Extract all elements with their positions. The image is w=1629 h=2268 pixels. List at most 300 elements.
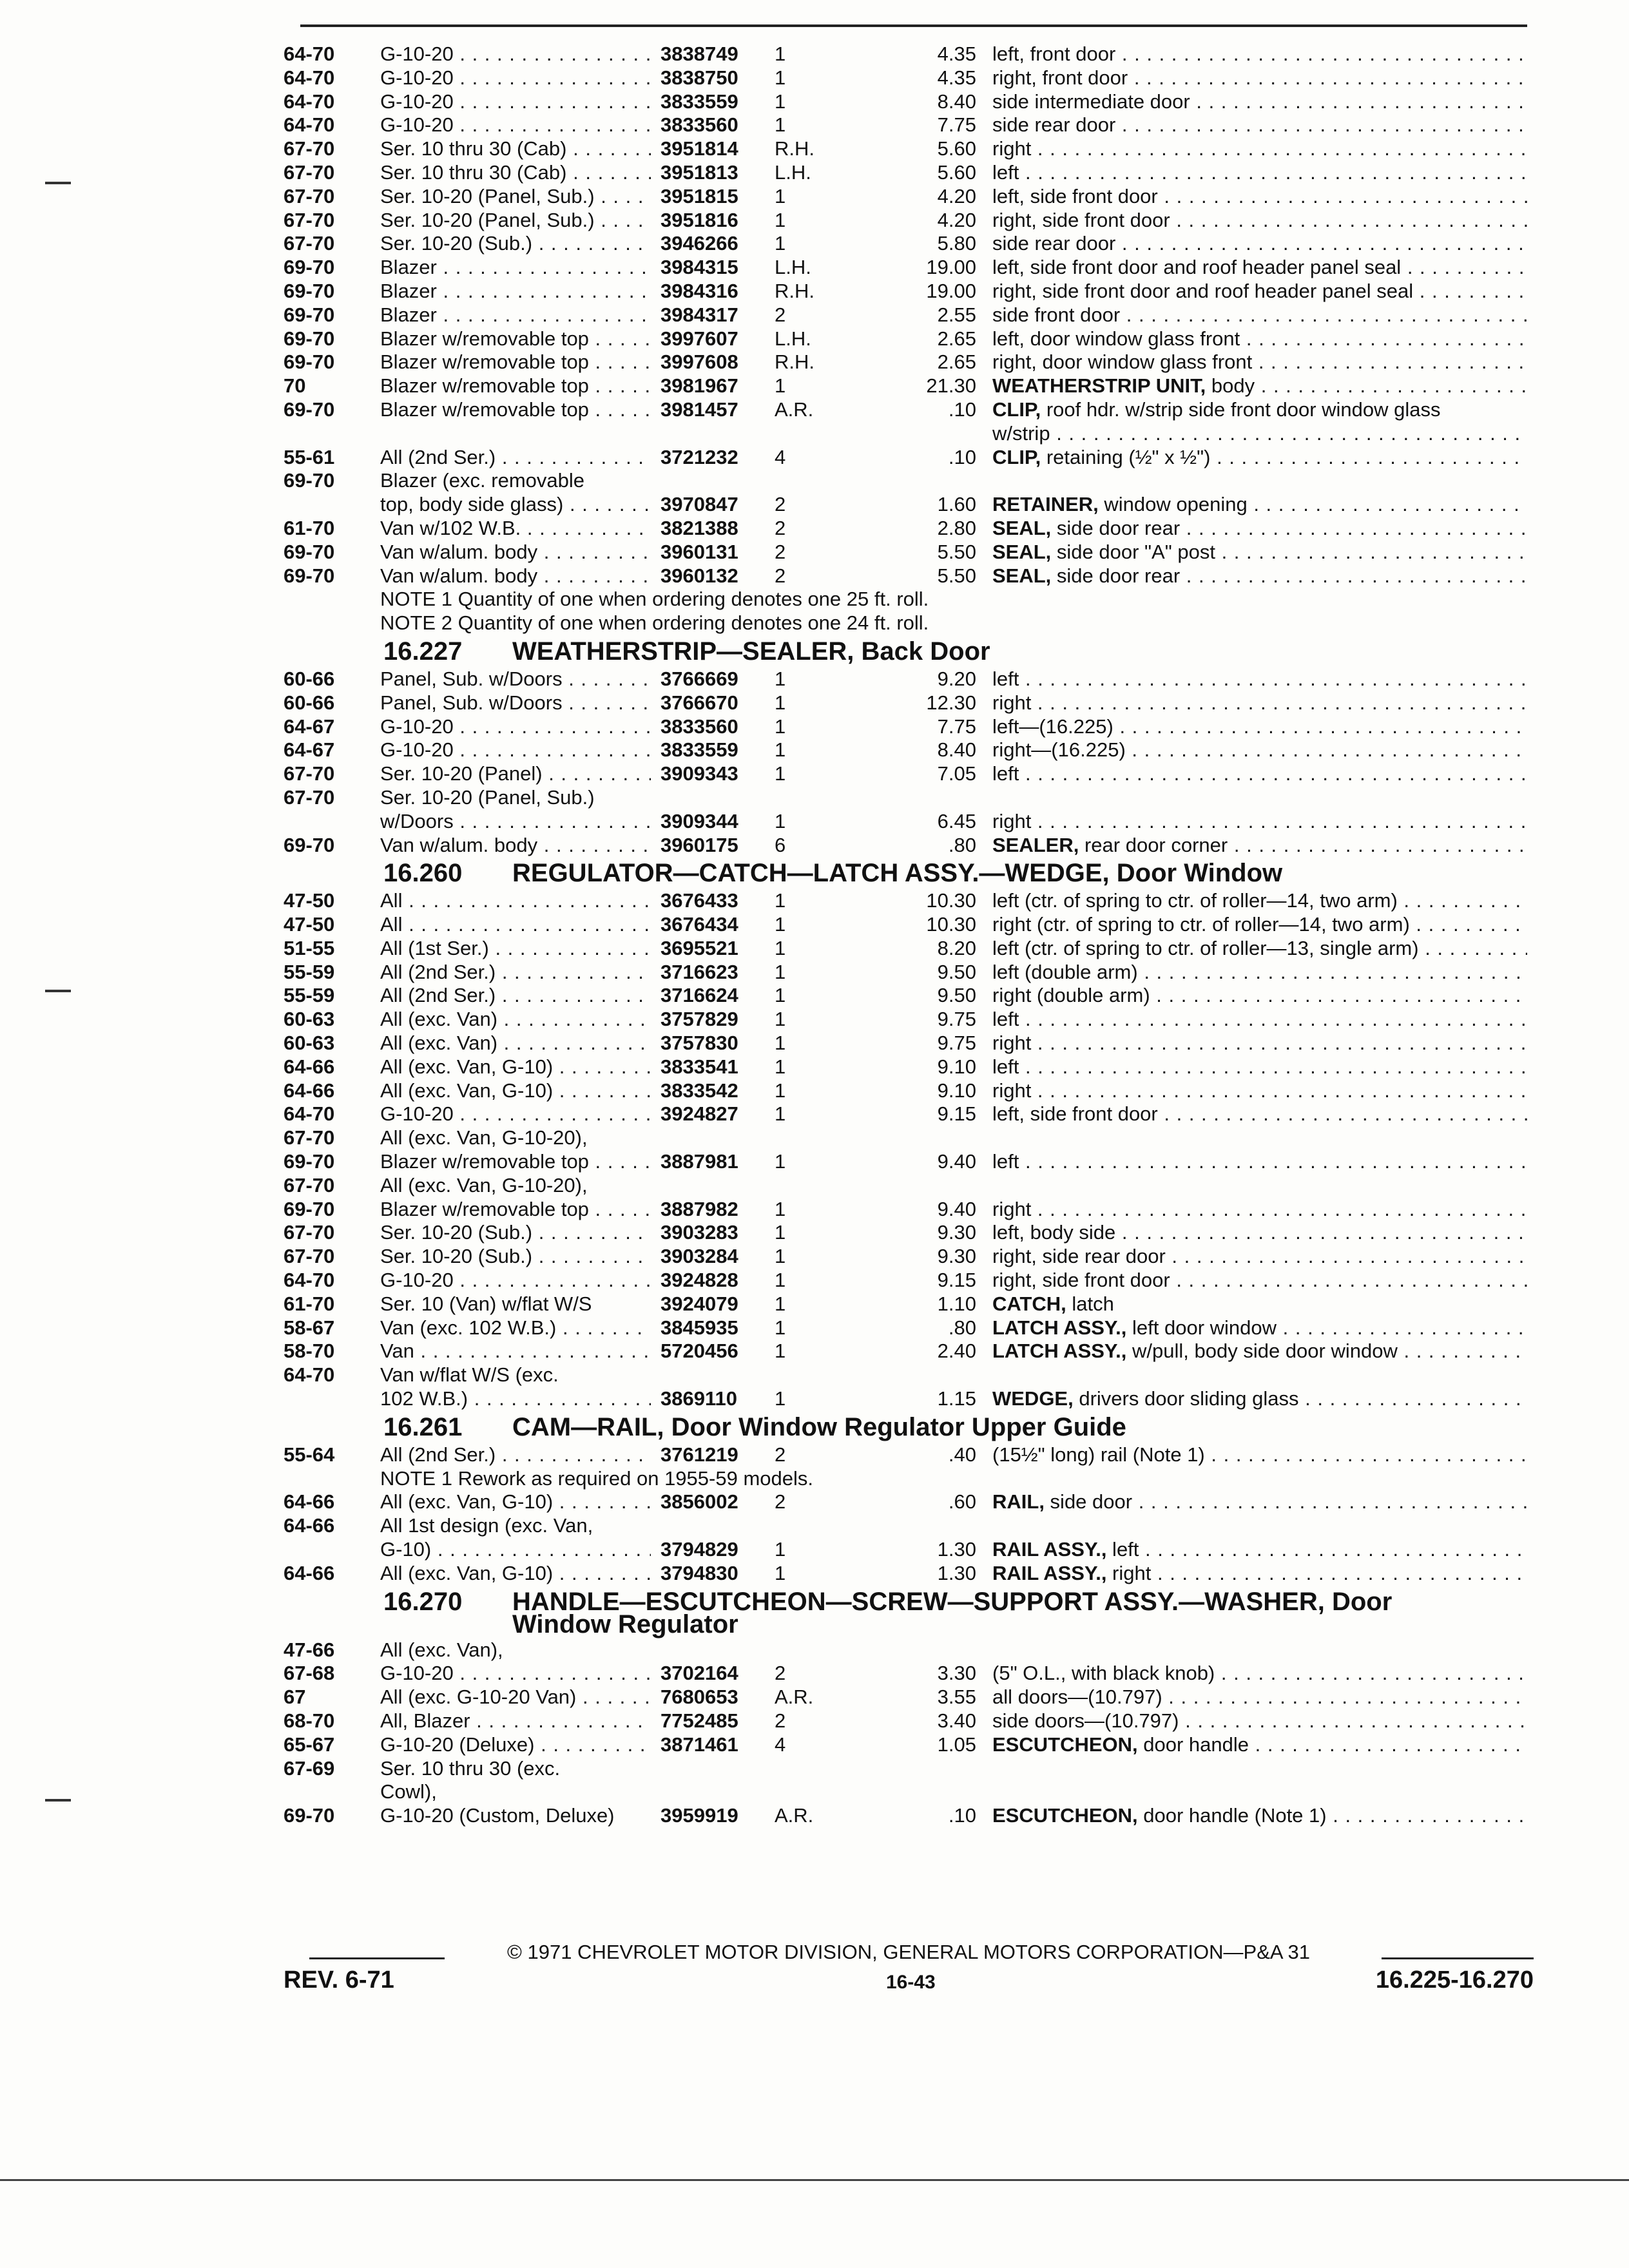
quantity: 1	[775, 1269, 786, 1292]
section-title	[284, 635, 1534, 668]
application	[380, 984, 651, 1008]
price: 1.30	[937, 1538, 976, 1561]
application	[380, 1733, 651, 1757]
section-heading: REGULATOR—CATCH—LATCH ASSY.—WEDGE, Door Window	[512, 859, 1283, 888]
application	[380, 564, 651, 588]
application-text: All 1st design (exc. Van,	[380, 1514, 593, 1537]
description-keyword: CATCH,	[992, 1292, 1066, 1315]
model-years: 64-70	[284, 1269, 335, 1292]
model-years: 64-70	[284, 113, 335, 137]
part-number: 3903284	[660, 1245, 738, 1268]
description-keyword: SEAL,	[992, 540, 1052, 563]
application	[380, 1363, 651, 1387]
description-text: drivers door sliding glass	[1073, 1387, 1299, 1410]
application-text: All (exc. Van),	[380, 1638, 503, 1661]
application-text: Ser. 10-20 (Panel, Sub.)	[380, 785, 595, 809]
price: 9.10	[937, 1079, 976, 1102]
quantity: 1	[775, 1079, 786, 1102]
description-text: right (double arm)	[992, 984, 1150, 1007]
part-number: 3984315	[660, 256, 738, 279]
application-text: Blazer w/removable top	[380, 327, 589, 350]
application-text: Van w/alum. body	[380, 540, 538, 563]
description-text: right	[992, 1032, 1032, 1055]
part-number: 3924079	[660, 1292, 738, 1315]
description	[992, 185, 1527, 209]
parts-row	[284, 1293, 1534, 1316]
application	[380, 185, 651, 209]
application	[380, 1008, 651, 1032]
model-years: 55-64	[284, 1443, 335, 1466]
model-years: 67-69	[284, 1756, 335, 1780]
description	[992, 1443, 1527, 1467]
description-text: w/pull, body side door window	[1126, 1340, 1398, 1363]
model-years: 60-63	[284, 1008, 335, 1031]
parts-list	[284, 43, 1534, 1828]
quantity: 1	[775, 1055, 786, 1078]
parts-row	[284, 715, 1534, 739]
description-keyword: WEATHERSTRIP UNIT,	[992, 374, 1206, 398]
model-years: 69-70	[284, 303, 335, 326]
quantity: A.R.	[775, 1686, 814, 1709]
parts-row	[284, 327, 1534, 351]
page-number: 16-43	[886, 1972, 936, 1993]
part-number: 3856002	[660, 1490, 738, 1514]
application-text: Blazer w/removable top	[380, 1150, 589, 1173]
parts-row	[284, 1174, 1534, 1198]
application-text: Ser. 10-20 (Panel)	[380, 762, 543, 785]
application	[380, 1221, 651, 1245]
part-number: 3951814	[660, 137, 738, 160]
quantity: 2	[775, 1443, 786, 1466]
quantity: 1	[775, 762, 786, 785]
description	[992, 303, 1527, 327]
description-text: left	[992, 667, 1019, 690]
model-years: 69-70	[284, 327, 335, 350]
parts-row	[284, 1363, 1534, 1387]
price: 8.40	[937, 90, 976, 113]
part-number: 3757829	[660, 1008, 738, 1031]
part-number: 3838750	[660, 66, 738, 89]
part-number: 3821388	[660, 516, 738, 539]
parts-row	[284, 90, 1534, 114]
parts-row	[284, 1639, 1534, 1662]
description-text: roof hdr. w/strip side front door window glass	[1041, 398, 1441, 421]
application	[380, 834, 651, 858]
description	[992, 327, 1527, 351]
description-text: right	[992, 137, 1032, 160]
section-title	[284, 1586, 1534, 1639]
description	[992, 1198, 1527, 1222]
description	[992, 1102, 1527, 1126]
description	[992, 1562, 1527, 1586]
price: 7.05	[937, 762, 976, 785]
application-text: All (exc. Van, G-10)	[380, 1561, 554, 1584]
model-years: 64-66	[284, 1514, 335, 1537]
description-text: door handle	[1137, 1733, 1249, 1756]
parts-row	[284, 1514, 1534, 1538]
model-years: 64-70	[284, 90, 335, 113]
price: 21.30	[926, 374, 976, 398]
application-text: top, body side glass)	[380, 493, 564, 516]
application	[380, 762, 651, 786]
parts-row	[284, 1387, 1534, 1411]
price: 3.55	[937, 1686, 976, 1709]
model-years: 67-70	[284, 1245, 335, 1268]
quantity: 1	[775, 1150, 786, 1173]
quantity: 4	[775, 1733, 786, 1756]
part-number: 3951815	[660, 184, 738, 207]
parts-row	[284, 1150, 1534, 1174]
parts-row	[284, 1032, 1534, 1055]
description-text: right, side front door	[992, 208, 1170, 231]
application-text: All (exc. G-10-20 Van)	[380, 1686, 577, 1709]
application-text: Blazer (exc. removable	[380, 469, 585, 492]
description	[992, 137, 1527, 161]
part-number: 3833559	[660, 738, 738, 762]
quantity: R.H.	[775, 137, 815, 160]
application-text: Van	[380, 1340, 414, 1363]
price: 5.50	[937, 564, 976, 587]
margin-mark	[45, 182, 71, 184]
price: 5.60	[937, 137, 976, 160]
application-text: Cowl),	[380, 1780, 437, 1803]
description-text: (5" O.L., with black knob)	[992, 1662, 1215, 1685]
description	[992, 1245, 1527, 1269]
description	[992, 541, 1527, 564]
model-years: 64-66	[284, 1561, 335, 1584]
price: 9.30	[937, 1245, 976, 1268]
quantity: 1	[775, 1245, 786, 1268]
application	[380, 66, 651, 90]
price: 12.30	[926, 691, 976, 714]
parts-row	[284, 280, 1534, 303]
description-keyword: SEAL,	[992, 516, 1052, 539]
quantity: L.H.	[775, 256, 811, 279]
description	[992, 1032, 1527, 1055]
model-years: 64-70	[284, 66, 335, 89]
description-text: left door window	[1126, 1316, 1277, 1339]
application	[380, 1662, 651, 1686]
description-keyword: RAIL ASSY.,	[992, 1538, 1107, 1561]
quantity: 1	[775, 113, 786, 137]
price: 19.00	[926, 256, 976, 279]
application	[380, 43, 651, 66]
description-text: all doors—(10.797)	[992, 1686, 1162, 1709]
part-number: 3951816	[660, 208, 738, 231]
description	[992, 564, 1527, 588]
application-text: Van w/flat W/S (exc.	[380, 1363, 559, 1387]
application	[380, 1079, 651, 1103]
part-number: 3838749	[660, 43, 738, 65]
parts-row	[284, 1102, 1534, 1126]
parts-row	[284, 913, 1534, 937]
description-text: side door rear	[1051, 564, 1181, 587]
application	[380, 1174, 651, 1198]
description-keyword: LATCH ASSY.,	[992, 1340, 1127, 1363]
quantity: 2	[775, 1662, 786, 1685]
part-number: 3960132	[660, 564, 738, 587]
description	[992, 937, 1527, 961]
application-text: G-10-20 (Custom, Deluxe)	[380, 1804, 615, 1827]
application	[380, 113, 651, 137]
model-years: 55-59	[284, 984, 335, 1007]
note-text: NOTE 1 Rework as required on 1955-59 models.	[380, 1466, 813, 1490]
section-heading: WEATHERSTRIP—SEALER, Back Door	[512, 637, 990, 666]
application	[380, 303, 651, 327]
model-years: 55-59	[284, 960, 335, 983]
application-text: Ser. 10 thru 30 (Cab)	[380, 160, 567, 184]
application-text: All (2nd Ser.)	[380, 445, 496, 468]
description	[992, 209, 1527, 233]
price: 2.40	[937, 1340, 976, 1363]
price: 9.15	[937, 1102, 976, 1126]
application-text: All (exc. Van, G-10)	[380, 1079, 554, 1102]
price: .60	[948, 1490, 976, 1514]
parts-row	[284, 1562, 1534, 1586]
description-text: left (ctr. of spring to ctr. of roller—13, single arm)	[992, 936, 1419, 959]
part-number: 3766670	[660, 691, 738, 714]
quantity: 2	[775, 493, 786, 516]
price: 9.75	[937, 1032, 976, 1055]
parts-row	[284, 256, 1534, 280]
model-years: 47-50	[284, 889, 335, 912]
model-years: 55-61	[284, 445, 335, 468]
model-years: 70	[284, 374, 306, 398]
parts-row	[284, 446, 1534, 470]
price: 3.40	[937, 1709, 976, 1732]
quantity: 1	[775, 667, 786, 690]
parts-row	[284, 1733, 1534, 1757]
description	[992, 1490, 1527, 1514]
description	[992, 1804, 1527, 1828]
application	[380, 1316, 651, 1340]
parts-row	[284, 1245, 1534, 1269]
application-text: G-10-20	[380, 1662, 454, 1685]
part-number: 3833560	[660, 113, 738, 137]
part-number: 3794829	[660, 1538, 738, 1561]
description-keyword: ESCUTCHEON,	[992, 1733, 1138, 1756]
price: 4.20	[937, 208, 976, 231]
copyright-line	[284, 1939, 1534, 1965]
description	[992, 256, 1527, 280]
parts-row	[284, 469, 1534, 493]
description	[992, 691, 1527, 715]
part-number: 3951813	[660, 160, 738, 184]
parts-row	[284, 541, 1534, 564]
description	[992, 90, 1527, 114]
description-text: right, side front door and roof header panel seal	[992, 279, 1414, 302]
application	[380, 209, 651, 233]
application-text: Blazer	[380, 279, 437, 302]
note-text: NOTE 2 Quantity of one when ordering denotes one 24 ft. roll.	[380, 611, 929, 635]
price: 4.35	[937, 43, 976, 65]
application-text: Ser. 10 (Van) w/flat W/S	[380, 1292, 592, 1315]
application	[380, 738, 651, 762]
part-number: 3869110	[660, 1387, 737, 1410]
description-text: left, door window glass front	[992, 327, 1240, 350]
application	[380, 715, 651, 739]
description-text: left	[992, 160, 1019, 184]
quantity: 1	[775, 960, 786, 983]
section-number: 16.270	[383, 1587, 463, 1616]
description-keyword: LATCH ASSY.,	[992, 1316, 1127, 1339]
quantity: 1	[775, 913, 786, 936]
description-text: right	[992, 691, 1032, 714]
application-text: All (1st Ser.)	[380, 936, 489, 959]
description-text: left, side front door	[992, 184, 1158, 207]
parts-row	[284, 1221, 1534, 1245]
application	[380, 1757, 651, 1781]
description	[992, 517, 1527, 541]
part-number: 3960175	[660, 833, 738, 856]
application	[380, 1804, 651, 1828]
parts-row	[284, 303, 1534, 327]
model-years: 64-70	[284, 1102, 335, 1126]
application	[380, 1126, 651, 1150]
application	[380, 232, 651, 256]
description-text: side rear door	[992, 113, 1116, 137]
application	[380, 1293, 651, 1316]
part-number: 3909344	[660, 809, 738, 832]
description	[992, 422, 1527, 446]
application-text: All (exc. Van, G-10)	[380, 1055, 554, 1078]
parts-row	[284, 1443, 1534, 1467]
description-keyword: CLIP,	[992, 445, 1041, 468]
parts-row	[284, 564, 1534, 588]
application-text: Blazer	[380, 303, 437, 326]
parts-row	[284, 1709, 1534, 1733]
quantity: 1	[775, 1316, 786, 1339]
quantity: R.H.	[775, 351, 815, 374]
description-keyword: RETAINER,	[992, 493, 1099, 516]
description-text: retaining (½" x ½")	[1041, 445, 1211, 468]
description	[992, 1387, 1527, 1411]
model-years: 67-68	[284, 1662, 335, 1685]
description-text: body	[1206, 374, 1255, 398]
description-text: right (ctr. of spring to ctr. of roller—14, two arm)	[992, 913, 1410, 936]
part-number: 3695521	[660, 936, 738, 959]
application	[380, 256, 651, 280]
application	[380, 1538, 651, 1562]
description-text: right	[1106, 1561, 1152, 1584]
quantity: 1	[775, 1538, 786, 1561]
application-text: All (exc. Van, G-10-20),	[380, 1126, 588, 1149]
application-text: Panel, Sub. w/Doors	[380, 691, 563, 714]
description-text: left	[992, 1055, 1019, 1078]
price: 8.40	[937, 738, 976, 762]
description-text: side door	[1044, 1490, 1133, 1514]
parts-row	[284, 209, 1534, 233]
quantity: 4	[775, 445, 786, 468]
application	[380, 1055, 651, 1079]
section-title	[284, 1411, 1534, 1443]
description-text: left	[1106, 1538, 1139, 1561]
price: 10.30	[926, 913, 976, 936]
application-text: All (exc. Van)	[380, 1008, 498, 1031]
section-heading: HANDLE—ESCUTCHEON—SCREW—SUPPORT ASSY.—WASHER, Door	[512, 1587, 1393, 1616]
application-text: G-10)	[380, 1538, 432, 1561]
quantity: 1	[775, 691, 786, 714]
quantity: 1	[775, 1387, 786, 1410]
quantity: L.H.	[775, 160, 811, 184]
quantity: 2	[775, 540, 786, 563]
description-keyword: ESCUTCHEON,	[992, 1804, 1138, 1827]
application-text: G-10-20	[380, 1102, 454, 1126]
model-years: 67-70	[284, 184, 335, 207]
application	[380, 668, 651, 691]
description	[992, 889, 1527, 913]
application	[380, 889, 651, 913]
application	[380, 1639, 651, 1662]
part-number: 7680653	[660, 1686, 738, 1709]
price: 7.75	[937, 715, 976, 738]
model-years: 67	[284, 1686, 306, 1709]
footer-rule	[309, 1957, 445, 1959]
model-years: 64-66	[284, 1055, 335, 1078]
quantity: 1	[775, 1032, 786, 1055]
model-years: 58-70	[284, 1340, 335, 1363]
description	[992, 374, 1527, 398]
application-text: Van (exc. 102 W.B.)	[380, 1316, 557, 1339]
description-text: side doors—(10.797)	[992, 1709, 1179, 1732]
application-text: Blazer w/removable top	[380, 1197, 589, 1220]
application	[380, 1514, 651, 1538]
application	[380, 1387, 651, 1411]
model-years: 67-70	[284, 232, 335, 255]
description-text: side front door	[992, 303, 1121, 326]
quantity: 1	[775, 43, 786, 65]
parts-row	[284, 786, 1534, 810]
description-text: w/strip	[992, 421, 1050, 445]
description	[992, 1150, 1527, 1174]
price: 2.65	[937, 327, 976, 350]
description	[992, 1221, 1527, 1245]
application	[380, 1709, 651, 1733]
parts-row	[284, 185, 1534, 209]
application-text: Van w/alum. body	[380, 564, 538, 587]
application	[380, 469, 651, 493]
model-years: 69-70	[284, 1197, 335, 1220]
part-number: 3871461	[660, 1733, 738, 1756]
model-years: 64-66	[284, 1490, 335, 1514]
quantity: 1	[775, 1221, 786, 1244]
quantity: 1	[775, 809, 786, 832]
application-text: Blazer w/removable top	[380, 398, 589, 421]
model-years: 47-50	[284, 913, 335, 936]
model-years: 47-66	[284, 1638, 335, 1661]
quantity: 1	[775, 936, 786, 959]
application-text: All	[380, 889, 403, 912]
description	[992, 1709, 1527, 1733]
price: 9.40	[937, 1197, 976, 1220]
quantity: 1	[775, 889, 786, 912]
parts-row	[284, 1055, 1534, 1079]
application	[380, 1269, 651, 1293]
model-years: 69-70	[284, 1804, 335, 1827]
description-text: rear door corner	[1079, 833, 1228, 856]
revision-label: REV. 6-71	[284, 1966, 394, 1994]
application-text: All, Blazer	[380, 1709, 470, 1732]
price: 5.50	[937, 540, 976, 563]
quantity: 1	[775, 232, 786, 255]
section-number: 16.261	[383, 1412, 463, 1441]
part-number: 3716624	[660, 984, 738, 1007]
application-text: G-10-20	[380, 715, 454, 738]
application	[380, 961, 651, 985]
quantity: 1	[775, 208, 786, 231]
description-text: side rear door	[992, 232, 1116, 255]
description	[992, 1055, 1527, 1079]
